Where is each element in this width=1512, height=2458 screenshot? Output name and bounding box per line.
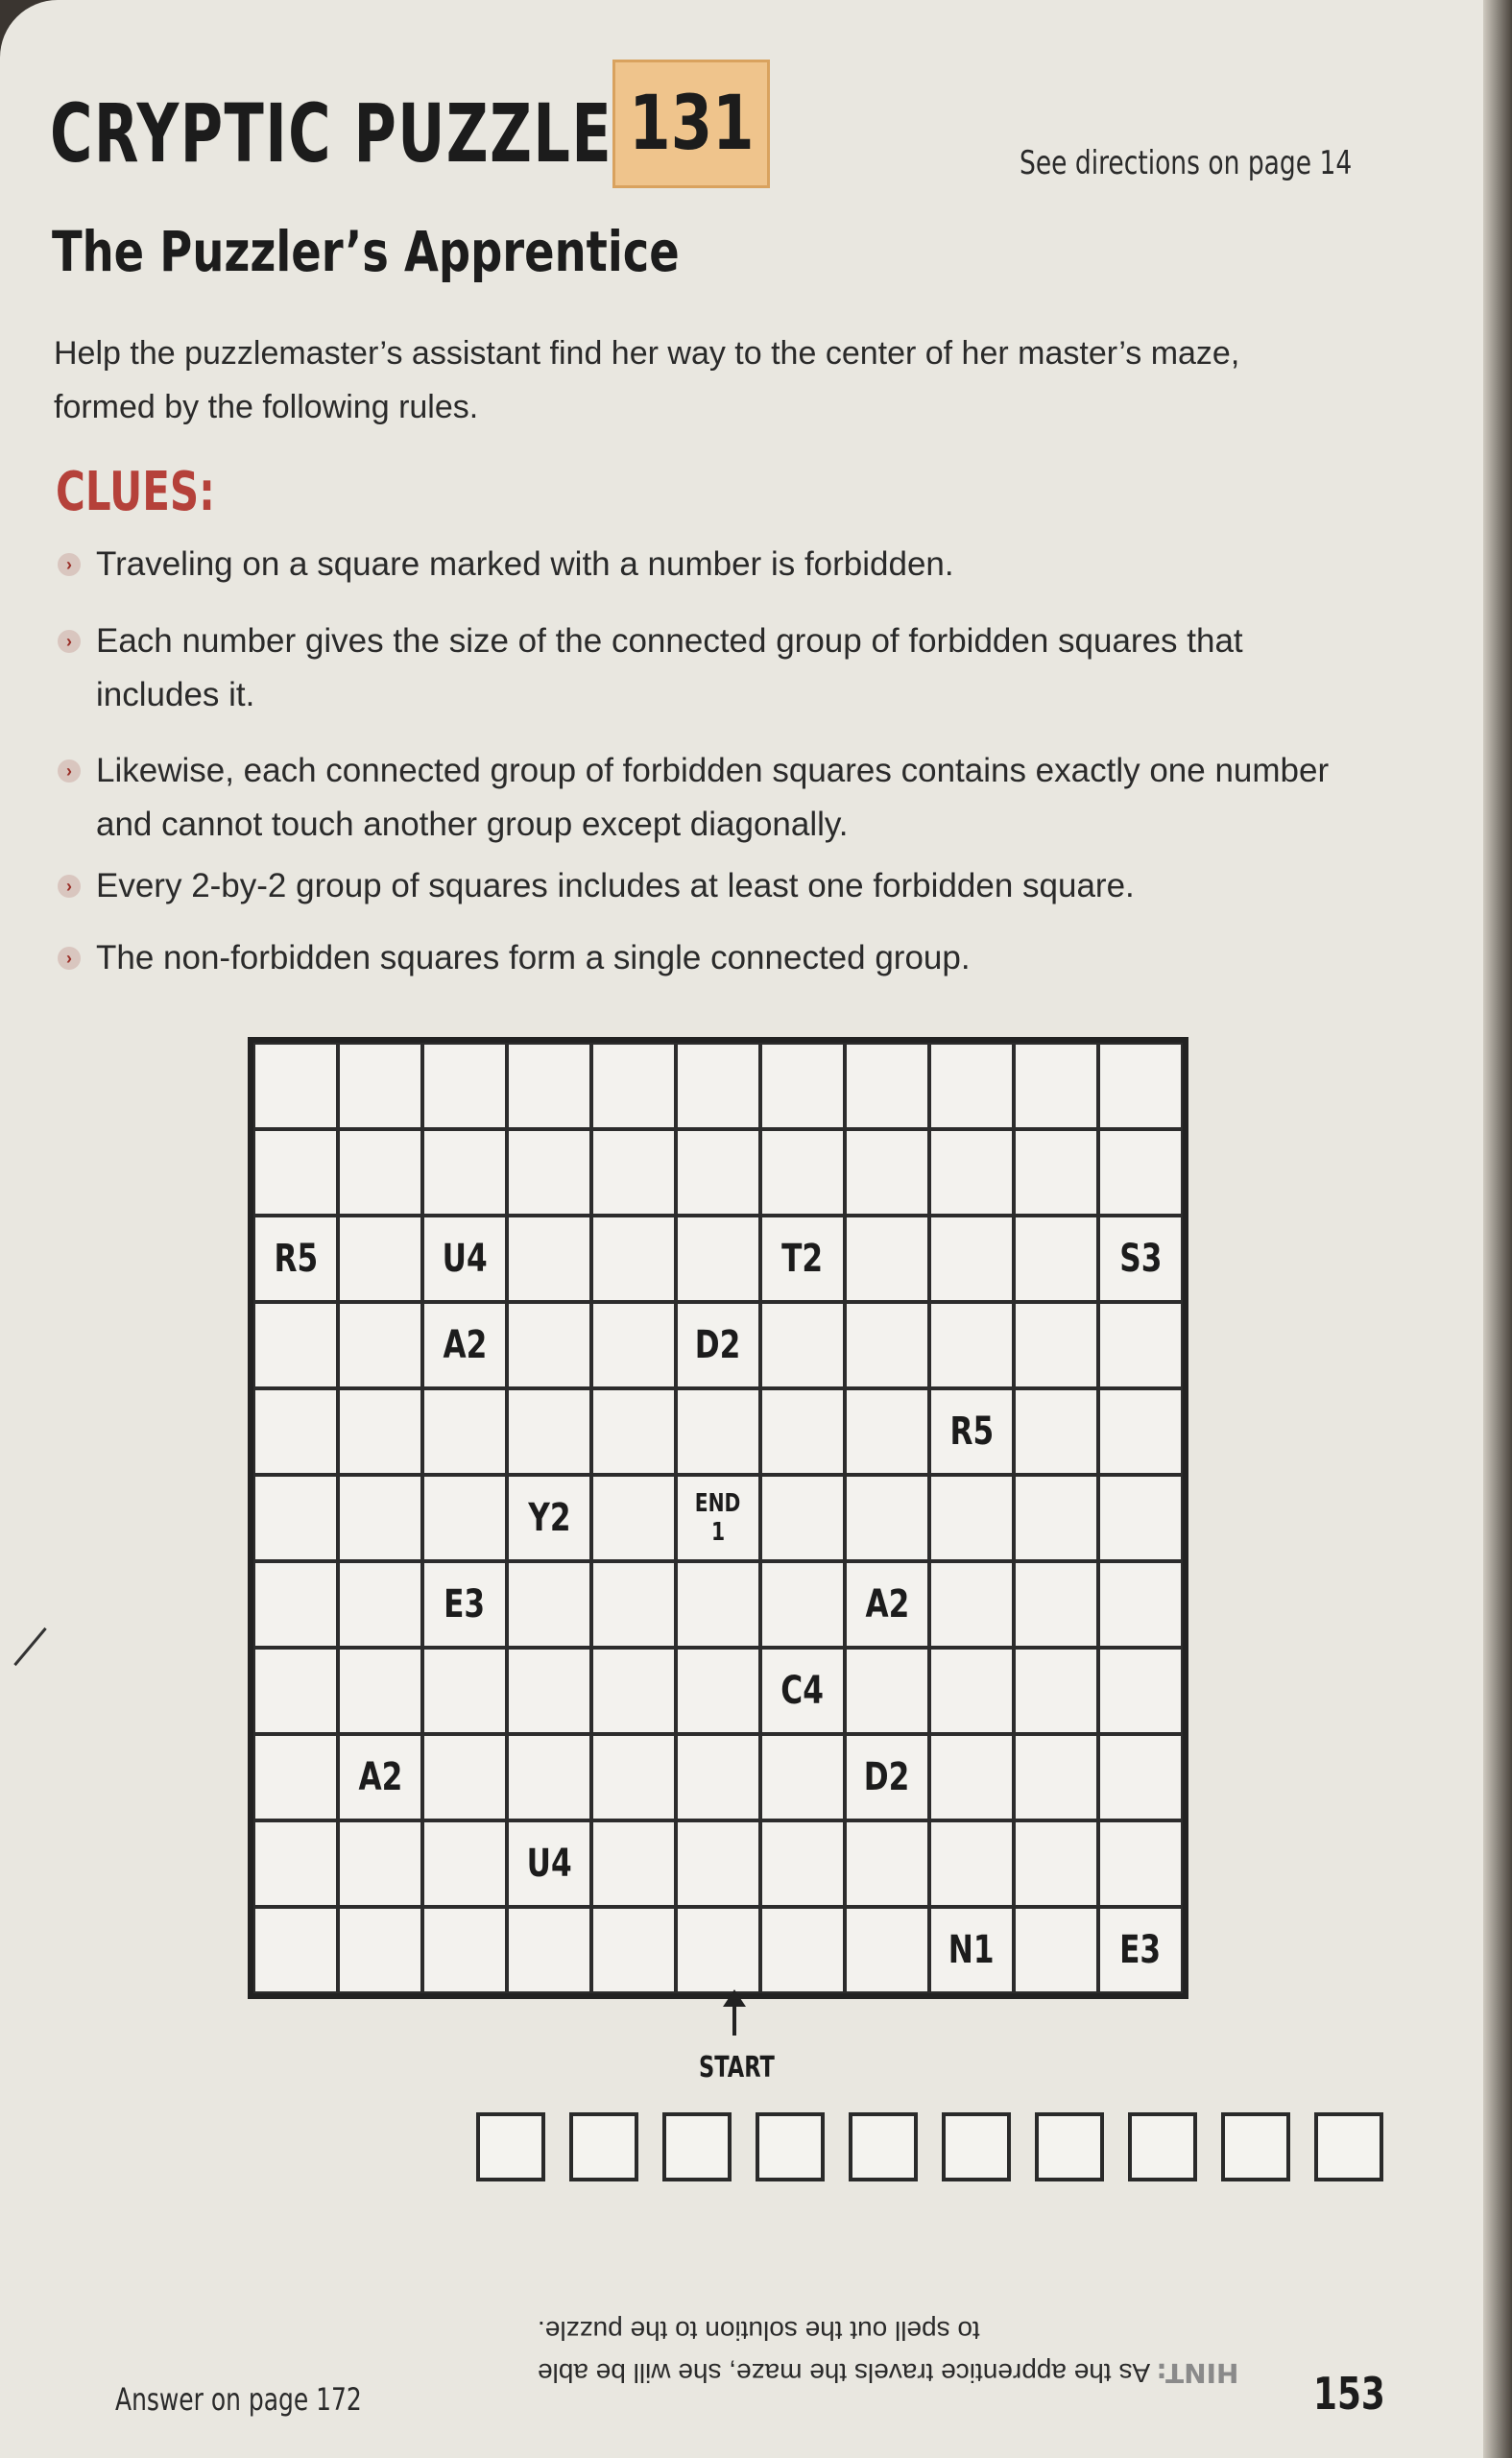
grid-cell[interactable] (1098, 1907, 1183, 1993)
grid-cell[interactable] (591, 1043, 676, 1129)
chevron-right-icon: › (58, 759, 81, 783)
puzzle-subtitle: The Puzzler’s Apprentice (52, 219, 680, 284)
grid-cell[interactable] (676, 1561, 760, 1648)
cell-clue: Y2 (527, 1496, 571, 1540)
grid-cell[interactable] (338, 1820, 422, 1907)
cell-clue: A2 (443, 1323, 487, 1367)
grid-cell[interactable] (338, 1043, 422, 1129)
grid-cell[interactable] (1014, 1129, 1098, 1216)
cell-clue: U4 (526, 1842, 572, 1886)
clues-heading: CLUES: (56, 461, 215, 523)
grid-cell[interactable] (507, 1129, 591, 1216)
grid-cell[interactable] (1014, 1302, 1098, 1388)
grid-cell[interactable] (422, 1561, 507, 1648)
grid-cell[interactable] (760, 1302, 845, 1388)
grid-cell[interactable] (338, 1475, 422, 1561)
answer-box[interactable] (1035, 2112, 1104, 2181)
grid-cell[interactable] (507, 1648, 591, 1734)
grid-cell[interactable] (1098, 1216, 1183, 1302)
grid-cell[interactable] (1098, 1129, 1183, 1216)
grid-cell[interactable] (591, 1561, 676, 1648)
grid-cell[interactable] (845, 1820, 929, 1907)
grid-cell[interactable] (1014, 1388, 1098, 1475)
grid-cell[interactable] (845, 1216, 929, 1302)
answer-box[interactable] (1128, 2112, 1197, 2181)
grid-cell[interactable] (929, 1129, 1014, 1216)
answer-box[interactable] (1221, 2112, 1290, 2181)
grid-cell[interactable] (253, 1388, 338, 1475)
grid-cell[interactable] (1014, 1561, 1098, 1648)
cell-clue: D2 (864, 1755, 910, 1799)
grid-cell[interactable] (676, 1734, 760, 1820)
grid-cell[interactable] (929, 1561, 1014, 1648)
grid-cell[interactable] (760, 1648, 845, 1734)
grid-cell[interactable] (1014, 1043, 1098, 1129)
grid-cell[interactable] (760, 1216, 845, 1302)
grid-cell[interactable] (253, 1561, 338, 1648)
grid-cell[interactable] (676, 1907, 760, 1993)
grid-cell[interactable] (338, 1907, 422, 1993)
grid-cell[interactable] (1098, 1734, 1183, 1820)
answer-box[interactable] (756, 2112, 825, 2181)
grid-cell[interactable] (760, 1388, 845, 1475)
grid-cell[interactable] (253, 1043, 338, 1129)
grid-cell[interactable] (422, 1302, 507, 1388)
grid-cell[interactable] (591, 1475, 676, 1561)
grid-cell[interactable] (929, 1302, 1014, 1388)
grid-cell[interactable] (338, 1388, 422, 1475)
grid-cell[interactable] (845, 1648, 929, 1734)
grid-cell[interactable] (676, 1043, 760, 1129)
grid-cell[interactable] (507, 1475, 591, 1561)
chevron-right-icon: › (58, 875, 81, 898)
clue-text: Traveling on a square marked with a number is forbidden. (96, 545, 954, 583)
grid-cell[interactable] (845, 1475, 929, 1561)
grid-cell[interactable] (760, 1820, 845, 1907)
grid-cell[interactable] (507, 1734, 591, 1820)
grid-cell[interactable] (253, 1129, 338, 1216)
grid-cell[interactable] (253, 1302, 338, 1388)
grid-cell[interactable] (1014, 1734, 1098, 1820)
grid-cell[interactable] (929, 1475, 1014, 1561)
grid-cell[interactable] (338, 1216, 422, 1302)
grid-cell[interactable] (422, 1648, 507, 1734)
grid-cell[interactable] (507, 1043, 591, 1129)
grid-cell[interactable] (253, 1907, 338, 1993)
clue-text: Every 2-by-2 group of squares includes at least one forbidden square. (96, 867, 1135, 904)
grid-cell[interactable] (1014, 1475, 1098, 1561)
grid-cell[interactable] (591, 1216, 676, 1302)
grid-cell[interactable] (760, 1734, 845, 1820)
grid-cell[interactable] (591, 1820, 676, 1907)
clue-item (66, 538, 1344, 591)
grid-cell[interactable] (253, 1820, 338, 1907)
grid-cell[interactable] (760, 1129, 845, 1216)
clue-text: The non-forbidden squares form a single connected group. (96, 939, 971, 976)
grid-cell[interactable] (422, 1129, 507, 1216)
grid-cell[interactable] (845, 1388, 929, 1475)
grid-cell[interactable] (338, 1129, 422, 1216)
hint-body: As the apprentice travels the maze, she will be able to spell out the solution to the puzzle. (538, 2316, 1151, 2388)
grid-cell[interactable] (676, 1302, 760, 1388)
grid-cell[interactable] (338, 1648, 422, 1734)
answer-box[interactable] (942, 2112, 1011, 2181)
cell-clue: E3 (444, 1582, 486, 1627)
grid-cell[interactable] (845, 1129, 929, 1216)
chevron-right-icon: › (58, 553, 81, 576)
grid-cell[interactable] (422, 1820, 507, 1907)
grid-cell[interactable] (929, 1820, 1014, 1907)
cell-clue: U4 (442, 1237, 488, 1281)
grid-cell[interactable] (591, 1388, 676, 1475)
clue-item (66, 859, 1344, 913)
grid-cell[interactable] (422, 1043, 507, 1129)
grid-cell[interactable] (929, 1648, 1014, 1734)
grid-cell[interactable] (1098, 1561, 1183, 1648)
grid-cell[interactable] (676, 1648, 760, 1734)
answer-box[interactable] (662, 2112, 732, 2181)
grid-cell[interactable] (507, 1216, 591, 1302)
grid-cell[interactable] (253, 1648, 338, 1734)
clue-item (66, 744, 1344, 852)
grid-cell[interactable] (1014, 1820, 1098, 1907)
hint-text-upside-down (538, 2309, 1267, 2394)
grid-cell[interactable] (507, 1302, 591, 1388)
cell-clue: S3 (1118, 1237, 1163, 1281)
answer-box[interactable] (476, 2112, 545, 2181)
grid-cell[interactable] (845, 1302, 929, 1388)
grid-cell[interactable] (507, 1907, 591, 1993)
answer-box[interactable] (849, 2112, 918, 2181)
chevron-right-icon: › (58, 630, 81, 653)
grid-cell[interactable] (422, 1475, 507, 1561)
grid-cell[interactable] (1098, 1820, 1183, 1907)
chevron-right-icon: › (58, 947, 81, 970)
puzzle-number-badge (612, 60, 770, 188)
cell-clue: R5 (274, 1237, 318, 1281)
up-arrow-icon (732, 1993, 736, 2036)
grid-cell[interactable] (422, 1907, 507, 1993)
pencil-mark (13, 1627, 46, 1666)
directions-reference: See directions on page 14 (1020, 144, 1353, 182)
grid-cell[interactable] (929, 1216, 1014, 1302)
grid-cell[interactable] (1098, 1388, 1183, 1475)
grid-cell[interactable] (760, 1475, 845, 1561)
grid-cell[interactable] (845, 1907, 929, 1993)
cell-clue: N1 (948, 1928, 995, 1972)
grid-cell[interactable] (760, 1043, 845, 1129)
grid-cell[interactable] (845, 1043, 929, 1129)
hint-label: HINT: (1156, 2357, 1239, 2389)
grid-cell[interactable] (1098, 1648, 1183, 1734)
grid-cell[interactable] (591, 1302, 676, 1388)
grid-cell[interactable] (591, 1907, 676, 1993)
grid-cell[interactable] (1098, 1302, 1183, 1388)
grid-cell[interactable] (591, 1129, 676, 1216)
grid-cell[interactable] (929, 1734, 1014, 1820)
grid-cell[interactable] (507, 1388, 591, 1475)
grid-cell[interactable] (1014, 1907, 1098, 1993)
clue-item (66, 931, 1344, 985)
grid-cell[interactable] (929, 1907, 1014, 1993)
grid-cell[interactable] (845, 1561, 929, 1648)
grid-cell[interactable] (676, 1129, 760, 1216)
intro-text: Help the puzzlemaster’s assistant find her way to the center of her master’s maze, formed by the following rules. (54, 335, 1240, 425)
cell-clue: D2 (695, 1323, 741, 1367)
grid-cell[interactable] (338, 1561, 422, 1648)
cell-clue: A2 (865, 1582, 909, 1627)
puzzle-title: CRYPTIC PUZZLE (50, 86, 613, 181)
cell-clue: E3 (1119, 1928, 1162, 1972)
cell-clue: C4 (780, 1669, 825, 1713)
clue-text: Each number gives the size of the connected group of forbidden squares that includes it. (96, 622, 1243, 713)
clue-text: Likewise, each connected group of forbidden squares contains exactly one number and cannot touch another group except diagonally. (96, 752, 1330, 843)
grid-cell[interactable] (929, 1388, 1014, 1475)
grid-cell[interactable] (1098, 1043, 1183, 1129)
grid-cell[interactable] (253, 1475, 338, 1561)
end-label: END (695, 1489, 741, 1518)
grid-cell[interactable] (338, 1302, 422, 1388)
cell-clue: 1 (710, 1518, 726, 1547)
grid-cell[interactable] (676, 1388, 760, 1475)
grid-cell[interactable] (591, 1734, 676, 1820)
grid-cell[interactable] (507, 1820, 591, 1907)
grid-cell[interactable] (1098, 1475, 1183, 1561)
answer-box[interactable] (1314, 2112, 1383, 2181)
grid-cell[interactable] (422, 1734, 507, 1820)
cell-clue: T2 (781, 1237, 824, 1281)
grid-cell[interactable] (676, 1820, 760, 1907)
cell-clue: A2 (358, 1755, 402, 1799)
grid-cell[interactable] (1014, 1648, 1098, 1734)
grid-cell[interactable] (507, 1561, 591, 1648)
grid-cell[interactable] (760, 1907, 845, 1993)
page-number: 153 (1313, 2368, 1385, 2420)
maze-grid (248, 1037, 1188, 1999)
answer-page-reference: Answer on page 172 (115, 2381, 362, 2418)
grid-cell[interactable] (845, 1734, 929, 1820)
start-label: START (699, 2051, 775, 2084)
cell-clue: R5 (949, 1410, 994, 1454)
puzzle-number: 131 (628, 81, 755, 167)
grid-cell[interactable] (338, 1734, 422, 1820)
answer-box[interactable] (569, 2112, 638, 2181)
grid-cell[interactable] (422, 1388, 507, 1475)
grid-cell[interactable] (676, 1216, 760, 1302)
page-edge (1483, 0, 1512, 2458)
grid-cell[interactable] (253, 1734, 338, 1820)
clue-item (66, 614, 1344, 722)
grid-cell[interactable] (760, 1561, 845, 1648)
grid-cell[interactable] (422, 1216, 507, 1302)
grid-cell[interactable] (676, 1475, 760, 1561)
grid-cell[interactable] (591, 1648, 676, 1734)
answer-boxes (476, 2112, 1383, 2181)
grid-cell[interactable] (253, 1216, 338, 1302)
grid-cell[interactable] (929, 1043, 1014, 1129)
grid-cell[interactable] (1014, 1216, 1098, 1302)
